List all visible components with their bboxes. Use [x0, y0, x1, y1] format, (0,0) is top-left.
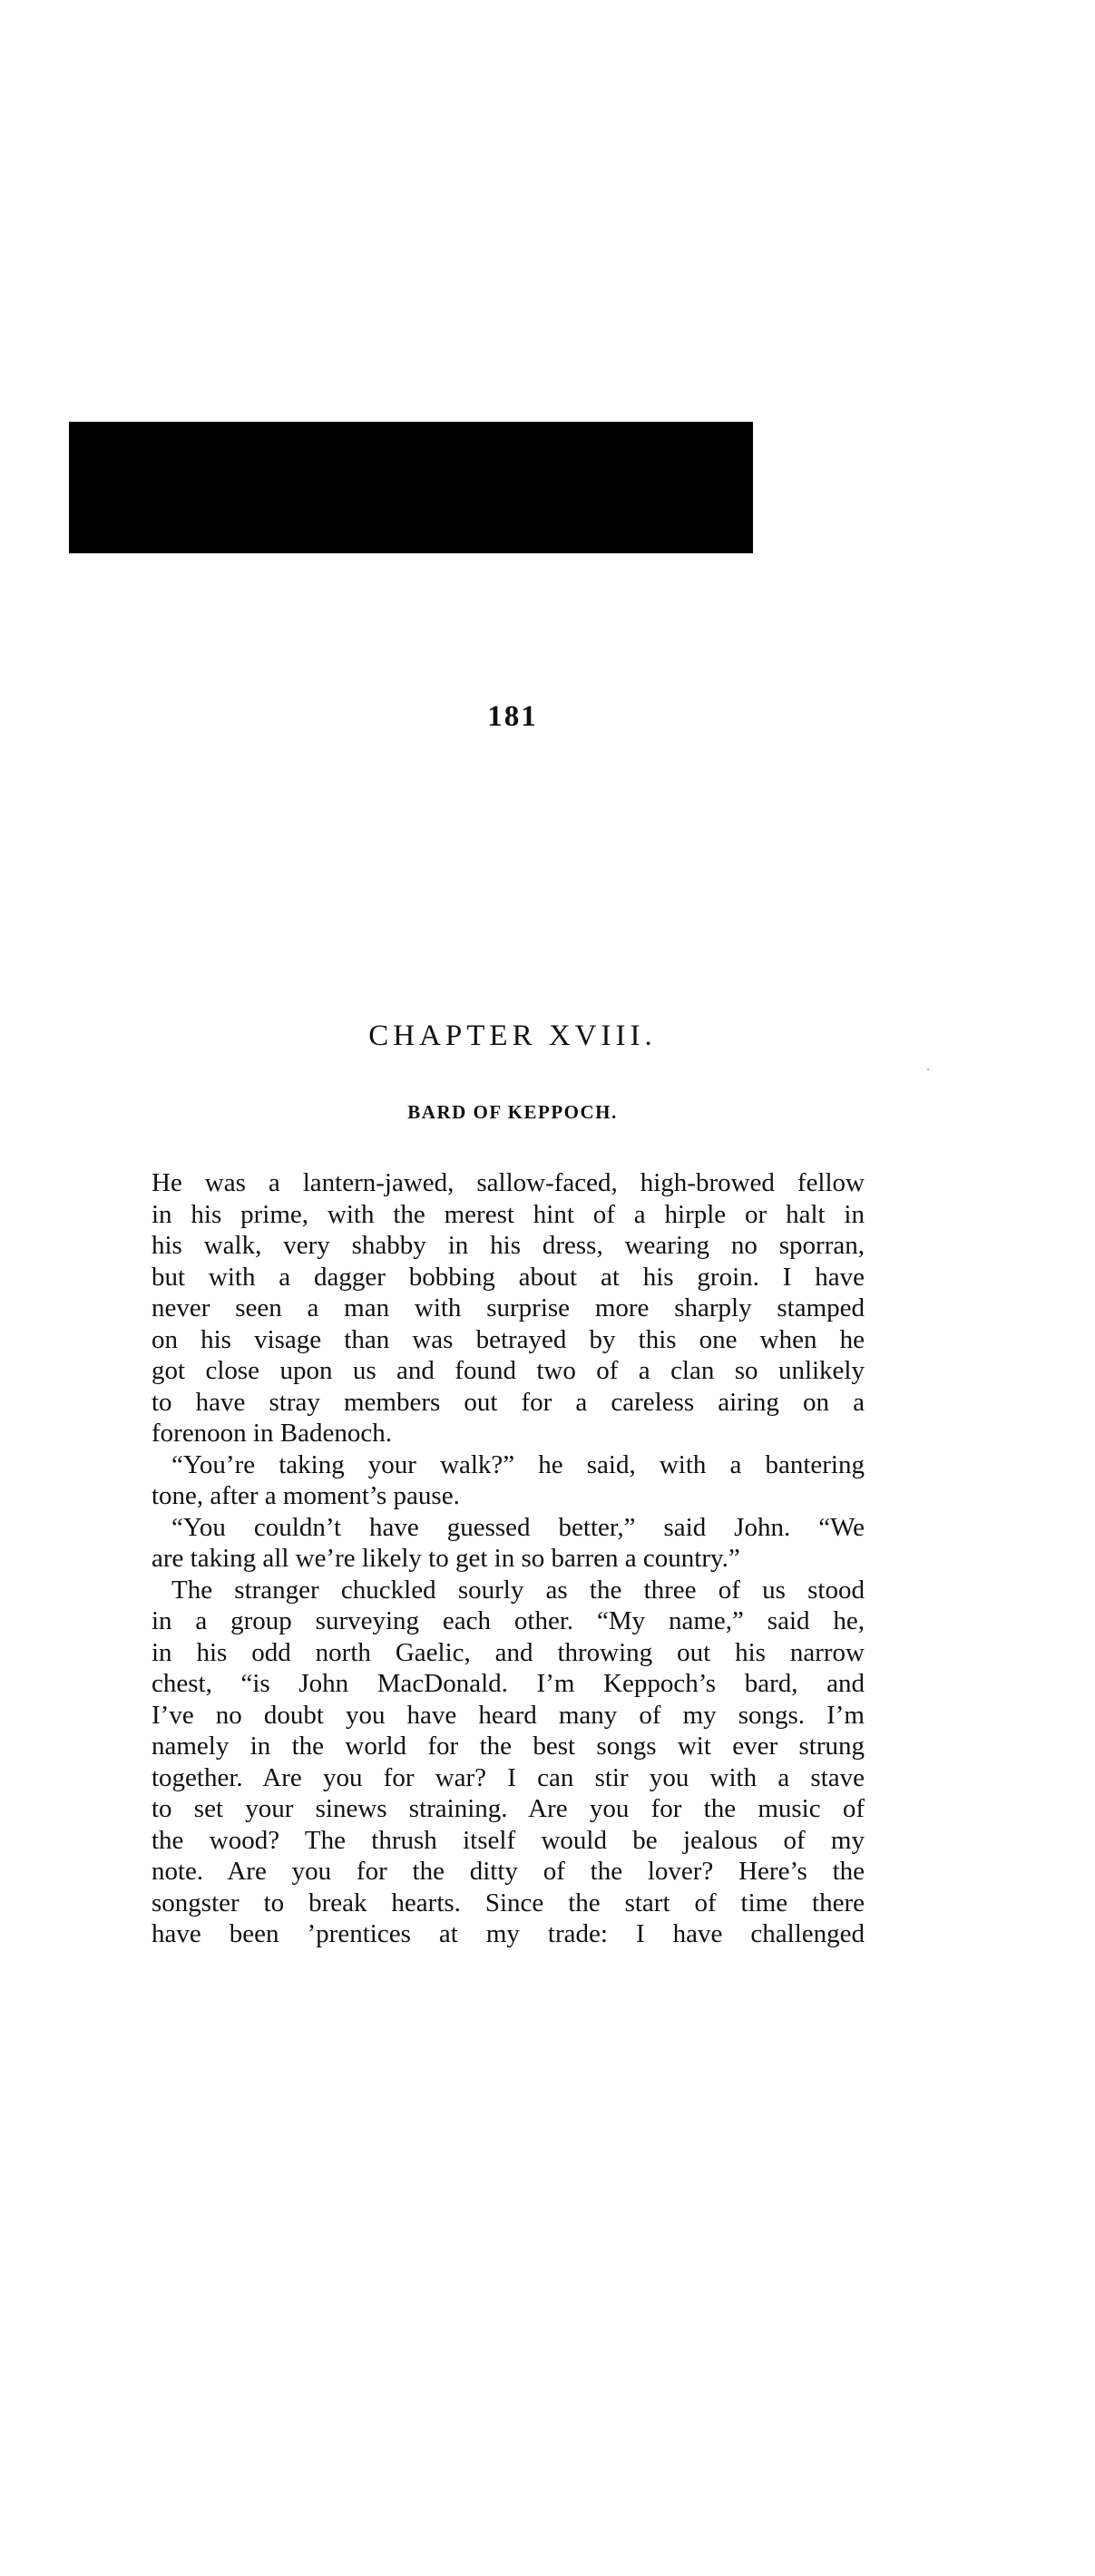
scan-speck	[927, 1068, 929, 1070]
text-line: namely in the world for the best songs wit ever strung	[152, 1732, 865, 1761]
text-line: to have stray members out for a careless airing on a	[152, 1387, 865, 1417]
text-line: chest, “is John MacDonald. I’m Keppoch’s bard, and	[152, 1669, 865, 1698]
text-line: note. Are you for the ditty of the lover? Here’s the	[152, 1857, 865, 1886]
text-line: tone, after a moment’s pause.	[152, 1481, 460, 1510]
chapter-title: CHAPTER XVIII.	[368, 1020, 657, 1052]
text-line: together. Are you for war? I can stir you with a stave	[152, 1762, 865, 1792]
text-line: on his visage than was betrayed by this one when he	[152, 1324, 865, 1354]
text-line: are taking all we’re likely to get in so barren a country.”	[152, 1544, 740, 1573]
text-line: the wood? The thrush itself would be jealous of my	[152, 1825, 865, 1855]
text-line: “You couldn’t have guessed better,” said John. “We	[171, 1512, 865, 1542]
redaction-bar	[69, 422, 753, 553]
text-line: songster to break hearts. Since the start of time there	[152, 1888, 865, 1917]
text-line: but with a dagger bobbing about at his groin. I have	[152, 1262, 865, 1292]
chapter-subtitle: BARD OF KEPPOCH.	[407, 1101, 618, 1123]
text-line: I’ve no doubt you have heard many of my songs. I’m	[152, 1700, 865, 1730]
text-line: have been ’prentices at my trade: I have challenged	[152, 1919, 865, 1948]
body-text	[152, 1167, 865, 1950]
text-line: to set your sinews straining. Are you for the music of	[152, 1794, 865, 1823]
text-line: in his prime, with the merest hint of a hirple or halt in	[152, 1199, 865, 1229]
text-line: his walk, very shabby in his dress, wearing no sporran,	[152, 1231, 865, 1260]
text-line: never seen a man with surprise more sharply stamped	[152, 1293, 865, 1322]
text-line: got close upon us and found two of a clan so unlikely	[152, 1356, 865, 1385]
text-line: forenoon in Badenoch.	[152, 1419, 392, 1448]
text-line: The stranger chuckled sourly as the three of us stood	[171, 1575, 865, 1605]
page-number: 181	[487, 700, 538, 733]
text-line: “You’re taking your walk?” he said, with a bantering	[171, 1449, 865, 1479]
text-line: in his odd north Gaelic, and throwing out his narrow	[152, 1637, 865, 1667]
text-line: in a group surveying each other. “My name,” said he,	[152, 1606, 865, 1635]
text-line: He was a lantern-jawed, sallow-faced, high-browed fellow	[152, 1168, 865, 1197]
